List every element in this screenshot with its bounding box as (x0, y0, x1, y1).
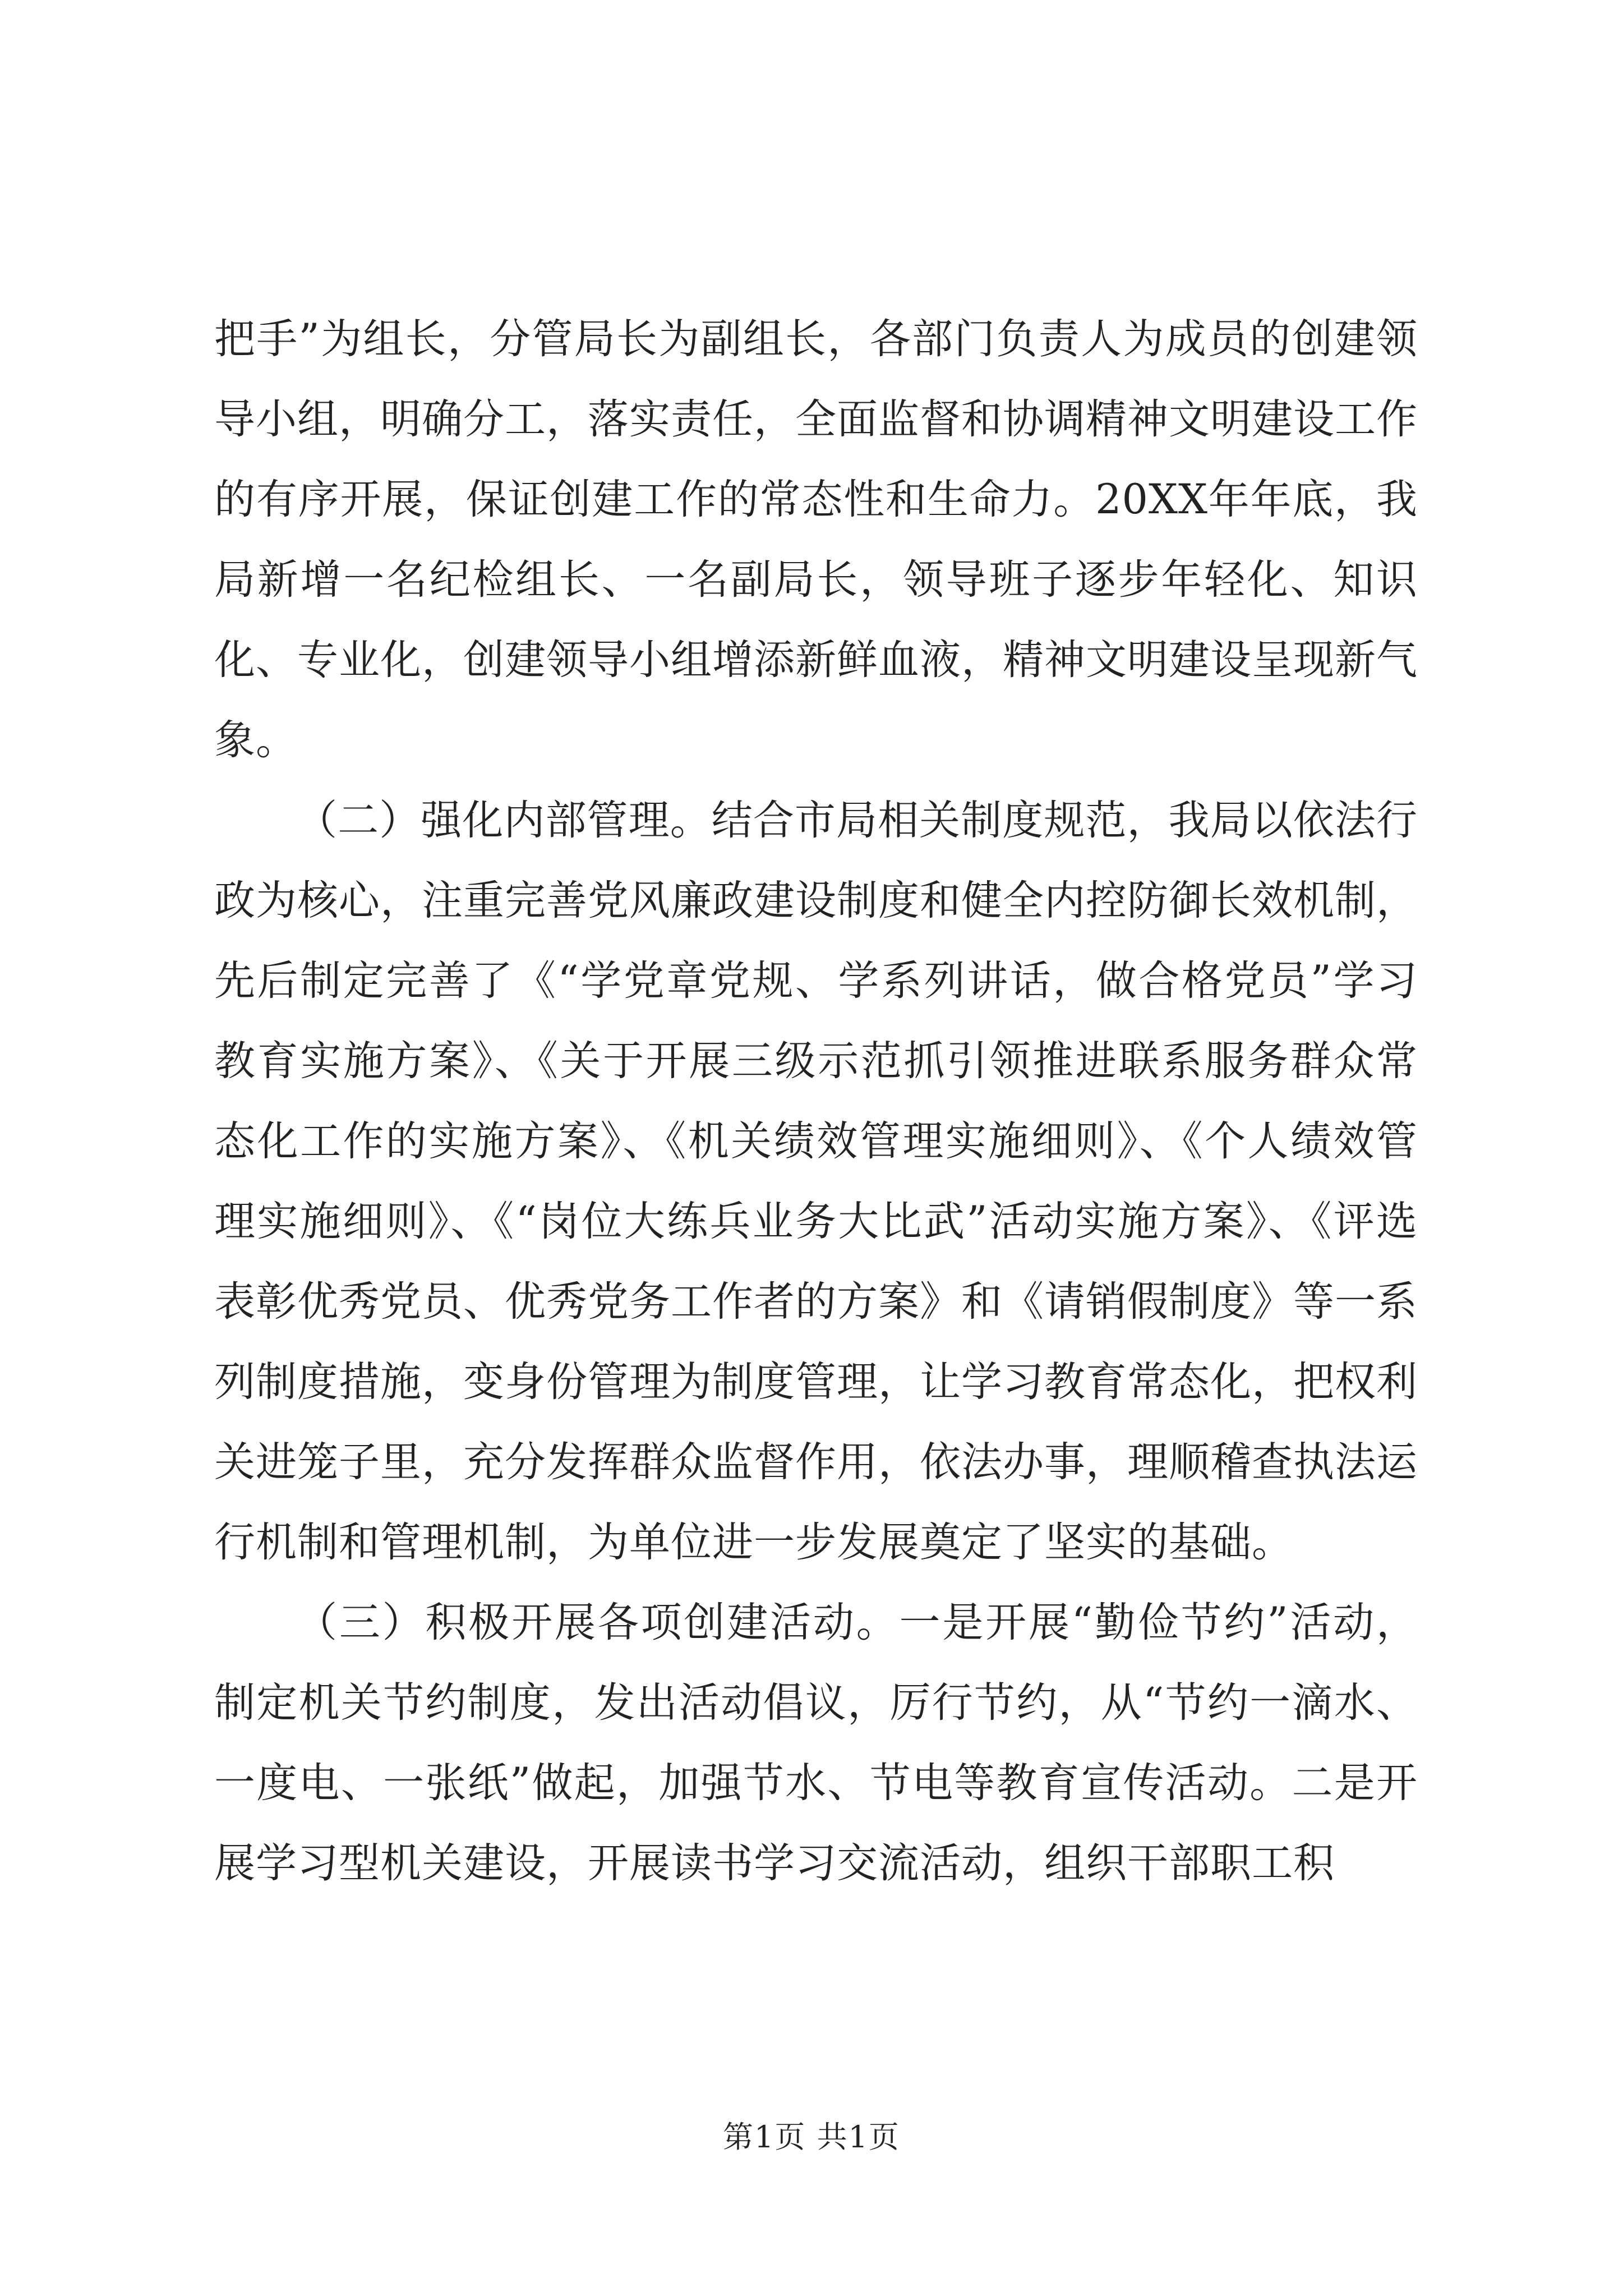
paragraph-1: 把手”为组长，分管局长为副组长，各部门负责人为成员的创建领导小组，明确分工，落实责任，全面监督和协调精神文明建设工作的有序开展，保证创建工作的常态性和生命力。20XX年年底，我局新增一名纪检组长、一名副局长，领导班子逐步年轻化、知识化、专业化，创建领导小组增添新鲜血液，精神文明建设呈现新气象。 (214, 315, 1418, 764)
page-footer (0, 2118, 1623, 2157)
paragraph-3: （三）积极开展各项创建活动。一是开展“勤俭节约”活动，制定机关节约制度，发出活动倡议，厉行节约，从“节约一滴水、一度电、一张纸”做起，加强节水、节电等教育宣传活动。二是开展学习型机关建设，开展读书学习交流活动，组织干部职工积 (214, 1599, 1418, 1887)
document-body (214, 299, 1418, 1903)
page-number-label: 第1页 共1页 (723, 2119, 900, 2155)
paragraph-2: （二）强化内部管理。结合市局相关制度规范，我局以依法行政为核心，注重完善党风廉政建设制度和健全内控防御长效机制，先后制定完善了《“学党章党规、学系列讲话，做合格党员”学习教育实施方案》、《关于开展三级示范抓引领推进联系服务群众常态化工作的实施方案》、《机关绩效管理实施细则》、《个人绩效管理实施细则》、《“岗位大练兵业务大比武”活动实施方案》、《评选表彰优秀党员、优秀党务工作者的方案》和《请销假制度》等一系列制度措施，变身份管理为制度管理，让学习教育常态化，把权利关进笼子里，充分发挥群众监督作用，依法办事，理顺稽查执法运行机制和管理机制，为单位进一步发展奠定了坚实的基础。 (214, 797, 1418, 1566)
